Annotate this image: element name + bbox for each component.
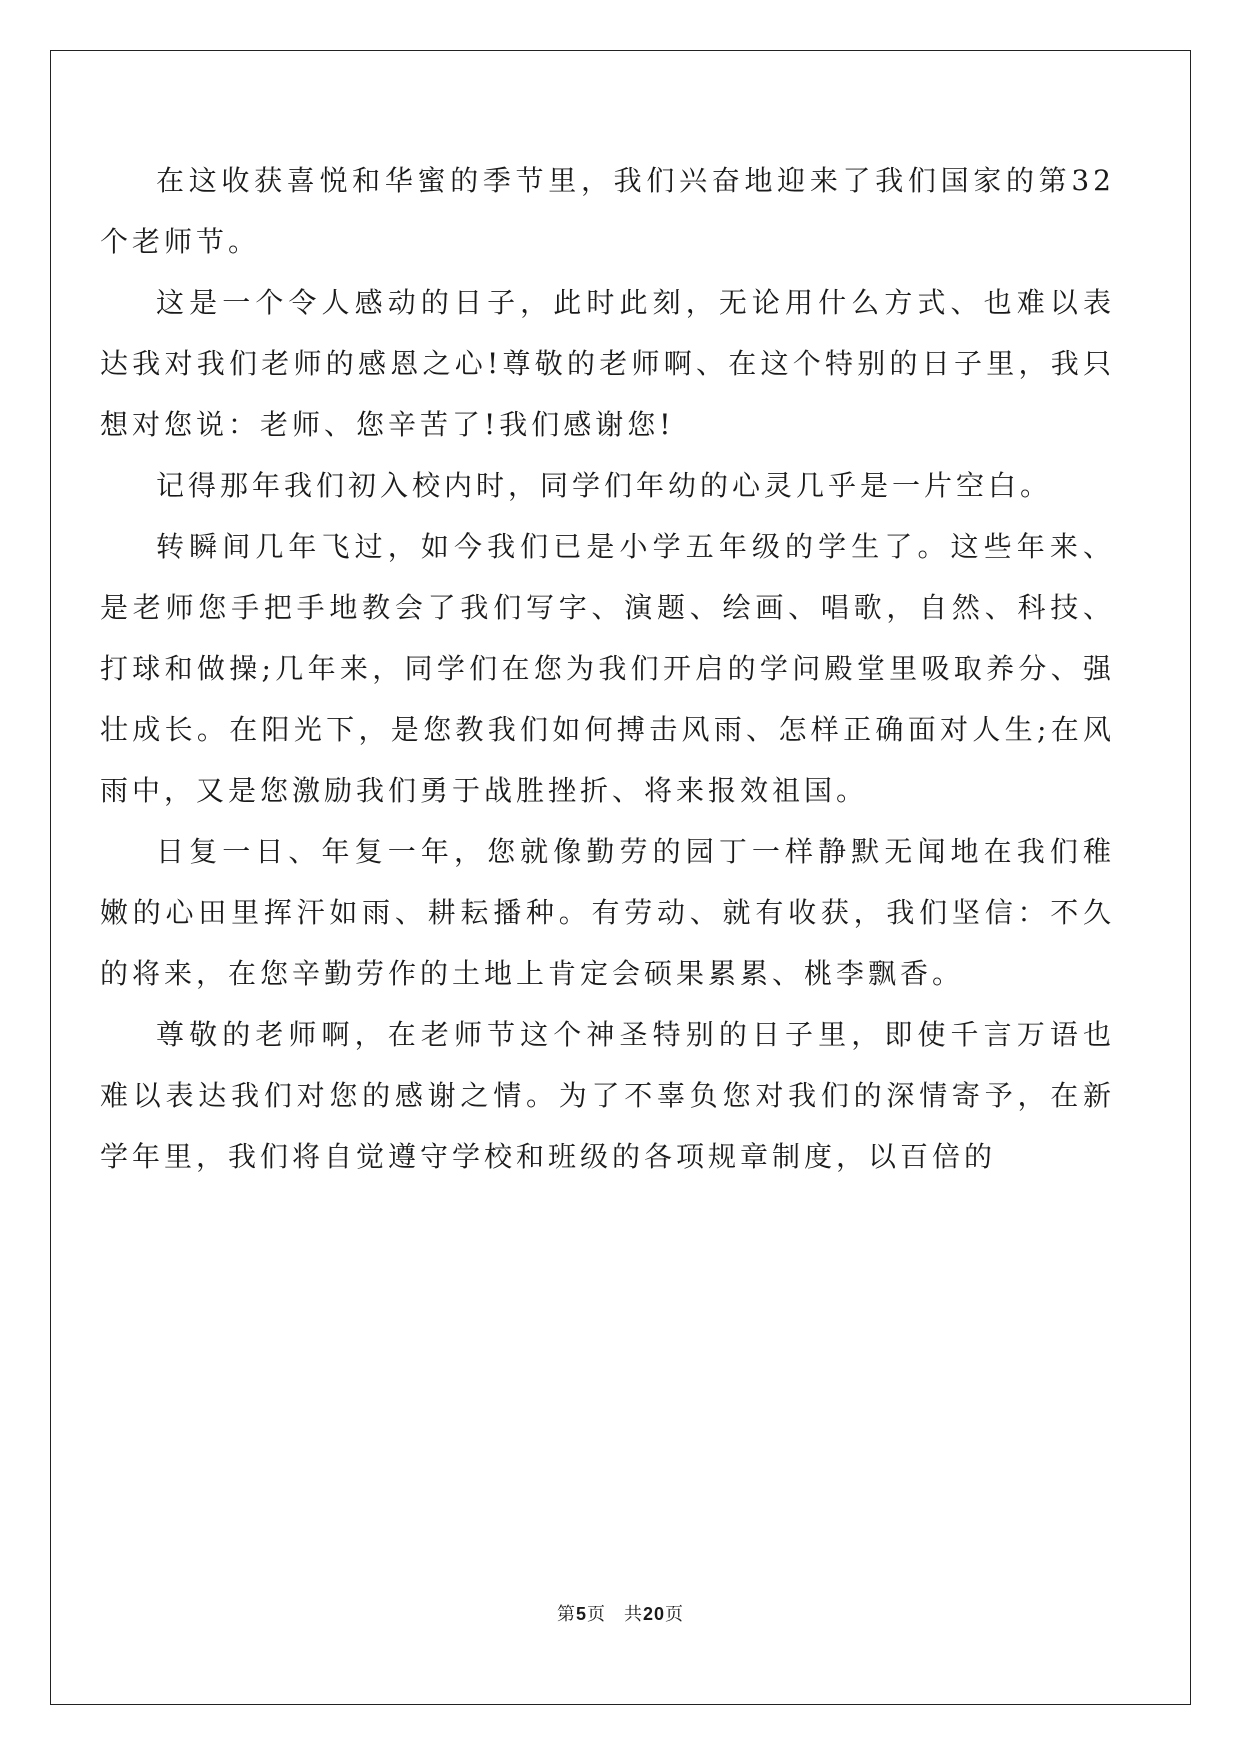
- page-total-number: 20: [642, 1604, 666, 1624]
- paragraph-6: 尊敬的老师啊，在老师节这个神圣特别的日子里，即使千言万语也难以表达我们对您的感谢之情。为了不辜负您对我们的深情寄予，在新学年里，我们将自觉遵守学校和班级的各项规章制度，以百倍的: [100, 1018, 1115, 1173]
- document-body: [100, 150, 1115, 1187]
- page-footer: [0, 1600, 1241, 1626]
- paragraph-4: 转瞬间几年飞过，如今我们已是小学五年级的学生了。这些年来、是老师您手把手地教会了我们写字、演题、绘画、唱歌，自然、科技、打球和做操;几年来，同学们在您为我们开启的学问殿堂里吸取养分、强壮成长。在阳光下，是您教我们如何搏击风雨、怎样正确面对人生;在风雨中，又是您激励我们勇于战胜挫折、将来报效祖国。: [100, 530, 1115, 807]
- page-prefix: 第: [556, 1604, 576, 1624]
- paragraph-2: 这是一个令人感动的日子，此时此刻，无论用什么方式、也难以表达我对我们老师的感恩之心!尊敬的老师啊、在这个特别的日子里，我只想对您说：老师、您辛苦了!我们感谢您!: [100, 286, 1115, 441]
- paragraph-3: 记得那年我们初入校内时，同学们年幼的心灵几乎是一片空白。: [156, 469, 1053, 502]
- page-unit: 页: [586, 1604, 606, 1624]
- paragraph-1: 在这收获喜悦和华蜜的季节里，我们兴奋地迎来了我们国家的第32个老师节。: [100, 164, 1115, 258]
- total-prefix: 共: [623, 1604, 643, 1624]
- paragraph-5: 日复一日、年复一年，您就像勤劳的园丁一样静默无闻地在我们稚嫩的心田里挥汗如雨、耕耘播种。有劳动、就有收获，我们坚信：不久的将来，在您辛勤劳作的土地上肯定会硕果累累、桃李飘香。: [100, 835, 1115, 990]
- total-unit: 页: [665, 1604, 685, 1624]
- page-current-number: 5: [575, 1604, 587, 1624]
